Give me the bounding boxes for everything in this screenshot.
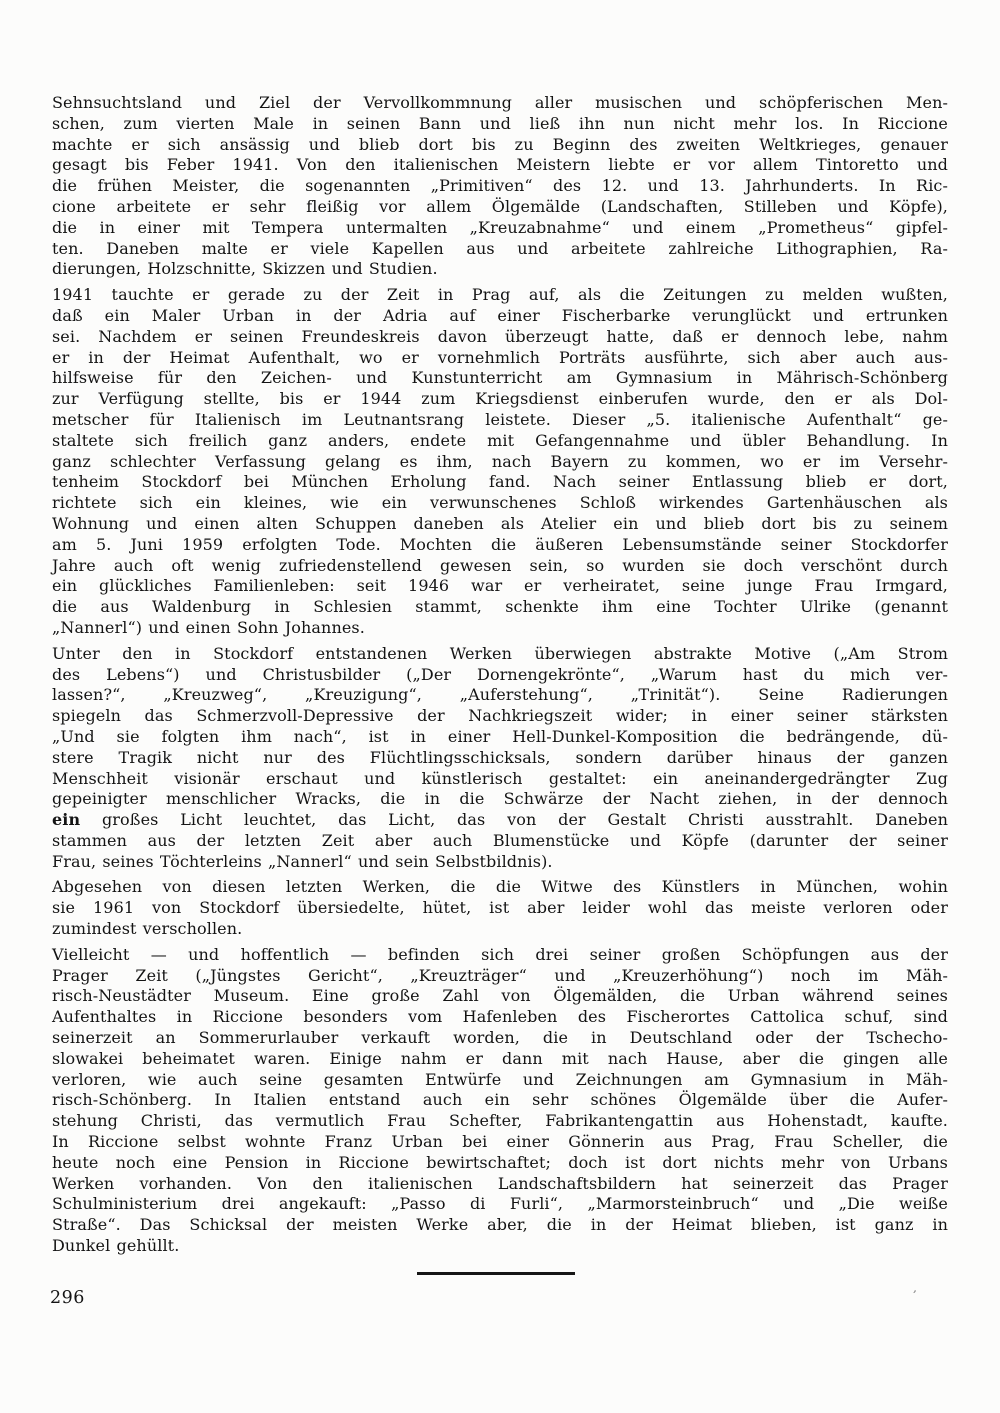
text-line: gesagt bis Feber 1941. Von den italienischen Meistern liebte er vor allem Tintoretto und xyxy=(52,155,948,175)
text-line: stehung Christi, das vermutlich Frau Schefter, Fabrikantengattin aus Hohenstadt, kaufte. xyxy=(52,1111,948,1131)
paragraph xyxy=(52,945,948,1257)
text-line: 1941 tauchte er gerade zu der Zeit in Prag auf, als die Zeitungen zu melden wußten, xyxy=(52,285,948,305)
text-line: gepeinigter menschlicher Wracks, die in die Schwärze der Nacht ziehen, in der dennoch xyxy=(52,789,948,809)
text-line: Jahre auch oft wenig zufriedenstellend gewesen sein, so wurden sie doch verschönt durch xyxy=(52,555,948,575)
paragraph xyxy=(52,644,948,873)
text-line: ein großes Licht leuchtet, das Licht, das von der Gestalt Christi ausstrahlt. Daneben xyxy=(52,810,948,830)
text-line: lassen?“, „Kreuzweg“, „Kreuzigung“, „Auferstehung“, „Trinität“). Seine Radierungen xyxy=(52,685,948,705)
text-line: hilfsweise für den Zeichen- und Kunstunterricht am Gymnasium in Mährisch-Schönberg xyxy=(52,368,948,388)
scan-artifact-mark: ’ xyxy=(910,1287,918,1303)
text-line: Sehnsuchtsland und Ziel der Vervollkommnung aller musischen und schöpferischen Men- xyxy=(52,93,948,112)
text-line: seinerzeit an Sommerurlauber verkauft worden, die in Deutschland oder der Tschecho- xyxy=(52,1028,948,1048)
text-line: zur Verfügung stellte, bis er 1944 zum Kriegsdienst einberufen wurde, den er als Dol- xyxy=(52,389,948,409)
text-line: risch-Schönberg. In Italien entstand auch ein sehr schönes Ölgemälde über die Aufer- xyxy=(52,1090,948,1110)
text-line: „Nannerl“) und einen Sohn Johannes. xyxy=(52,617,365,637)
text-line: schen, zum vierten Male in seinen Bann und ließ ihn nun nicht mehr los. In Riccione xyxy=(52,113,948,133)
text-line: er in der Heimat Aufenthalt, wo er vornehmlich Porträts ausführte, sich aber auch aus- xyxy=(52,347,948,367)
text-line: stammen aus der letzten Zeit aber auch Blumenstücke und Köpfe (darunter der seiner xyxy=(52,830,948,850)
body-text xyxy=(52,93,948,1257)
text-line: cione arbeitete er sehr fleißig vor allem Ölgemälde (Landschaften, Stilleben und Köpfe), xyxy=(52,196,948,216)
text-line: die frühen Meister, die sogenannten „Primitiven“ des 12. und 13. Jahrhunderts. In Ric- xyxy=(52,176,948,196)
text-line: „Und sie folgten ihm nach“, ist in einer Hell-Dunkel-Komposition die bedrängende, dü- xyxy=(52,726,948,746)
text-line: Unter den in Stockdorf entstandenen Werken überwiegen abstrakte Motive („Am Strom xyxy=(52,643,948,663)
text-line: risch-Neustädter Museum. Eine große Zahl von Ölgemälden, die Urban während seines xyxy=(52,986,948,1006)
text-line: Wohnung und einen alten Schuppen daneben als Atelier ein und blieb dort bis zu seinem xyxy=(52,513,948,533)
paragraph xyxy=(52,877,948,939)
paragraph xyxy=(52,285,948,639)
text-line: slowakei beheimatet waren. Einige nahm er dann mit nach Hause, aber die gingen alle xyxy=(52,1048,948,1068)
page-number: 296 xyxy=(50,1288,85,1308)
text-line: staltete sich freilich ganz anders, endete mit Gefangennahme und übler Behandlung. In xyxy=(52,430,948,450)
text-line: Prager Zeit („Jüngstes Gericht“, „Kreuzträger“ und „Kreuzerhöhung“) noch im Mäh- xyxy=(52,965,948,985)
text-line: Frau, seines Töchterleins „Nannerl“ und sein Selbstbildnis). xyxy=(52,851,553,871)
text-line: sei. Nachdem er seinen Freundeskreis davon überzeugt hatte, daß er dennoch lebe, nahm xyxy=(52,326,948,346)
text-line: machte er sich ansässig und blieb dort bis zu Beginn des zweiten Weltkrieges, genauer xyxy=(52,134,948,154)
text-line: In Riccione selbst wohnte Franz Urban bei einer Gönnerin aus Prag, Frau Scheller, die xyxy=(52,1132,948,1152)
text-line: sie 1961 von Stockdorf übersiedelte, hütet, ist aber leider wohl das meiste verloren oder xyxy=(52,898,948,918)
text-line: Aufenthaltes in Riccione besonders vom Hafenleben des Fischerortes Cattolica schuf, sind xyxy=(52,1007,948,1027)
text-line: die aus Waldenburg in Schlesien stammt, schenkte ihm eine Tochter Ulrike (genannt xyxy=(52,597,948,617)
text-line: ganz schlechter Verfassung gelang es ihm, nach Bayern zu kommen, wo er im Versehr- xyxy=(52,451,948,471)
text-line: verloren, wie auch seine gesamten Entwürfe und Zeichnungen am Gymnasium in Mäh- xyxy=(52,1069,948,1089)
text-line: Schulministerium drei angekauft: „Passo di Furli“, „Marmorsteinbruch“ und „Die weiße xyxy=(52,1194,948,1214)
text-line: dierungen, Holzschnitte, Skizzen und Studien. xyxy=(52,259,438,279)
text-line: Straße“. Das Schicksal der meisten Werke aber, die in der Heimat blieben, ist ganz in xyxy=(52,1215,948,1235)
text-line: heute noch eine Pension in Riccione bewirtschaftet; doch ist dort nichts mehr von Urbans xyxy=(52,1152,948,1172)
text-line: Vielleicht — und hoffentlich — befinden sich drei seiner großen Schöpfungen aus der xyxy=(52,944,948,964)
text-line: ein glückliches Familienleben: seit 1946 war er verheiratet, seine junge Frau Irmgard, xyxy=(52,576,948,596)
text-line: die in einer mit Tempera untermalten „Kreuzabnahme“ und einem „Prometheus“ gipfel- xyxy=(52,217,948,237)
text-line: ten. Daneben malte er viele Kapellen aus und arbeitete zahlreiche Lithographien, Ra- xyxy=(52,238,948,258)
section-divider xyxy=(417,1272,575,1275)
text-line: Dunkel gehüllt. xyxy=(52,1236,180,1256)
text-line: tenheim Stockdorf bei München Erholung fand. Nach seiner Entlassung blieb er dort, xyxy=(52,472,948,492)
text-line: Werken vorhanden. Von den italienischen Landschaftsbildern hat seinerzeit das Prager xyxy=(52,1173,948,1193)
text-line: zumindest verschollen. xyxy=(52,919,243,939)
text-line: spiegeln das Schmerzvoll-Depressive der Nachkriegszeit wider; in einer seiner stärksten xyxy=(52,706,948,726)
paragraph xyxy=(52,93,948,280)
text-line: Menschheit visionär erschaut und künstlerisch gestaltet: ein aneinandergedrängter Zug xyxy=(52,768,948,788)
text-line: am 5. Juni 1959 erfolgten Tode. Mochten die äußeren Lebensumstände seiner Stockdorfer xyxy=(52,534,948,554)
text-line: daß ein Maler Urban in der Adria auf einer Fischerbarke verunglückt und ertrunken xyxy=(52,305,948,325)
text-line: stere Tragik nicht nur des Flüchtlingsschicksals, sondern darüber hinaus der ganzen xyxy=(52,747,948,767)
text-line: metscher für Italienisch im Leutnantsrang leistete. Dieser „5. italienische Aufenthalt“ ge- xyxy=(52,409,948,429)
text-line: des Lebens“) und Christusbilder („Der Dornengekrönte“, „Warum hast du mich ver- xyxy=(52,664,948,684)
text-line: Abgesehen von diesen letzten Werken, die die Witwe des Künstlers in München, wohin xyxy=(52,877,948,897)
text-line: richtete sich ein kleines, wie ein verwunschenes Schloß wirkendes Gartenhäuschen als xyxy=(52,493,948,513)
